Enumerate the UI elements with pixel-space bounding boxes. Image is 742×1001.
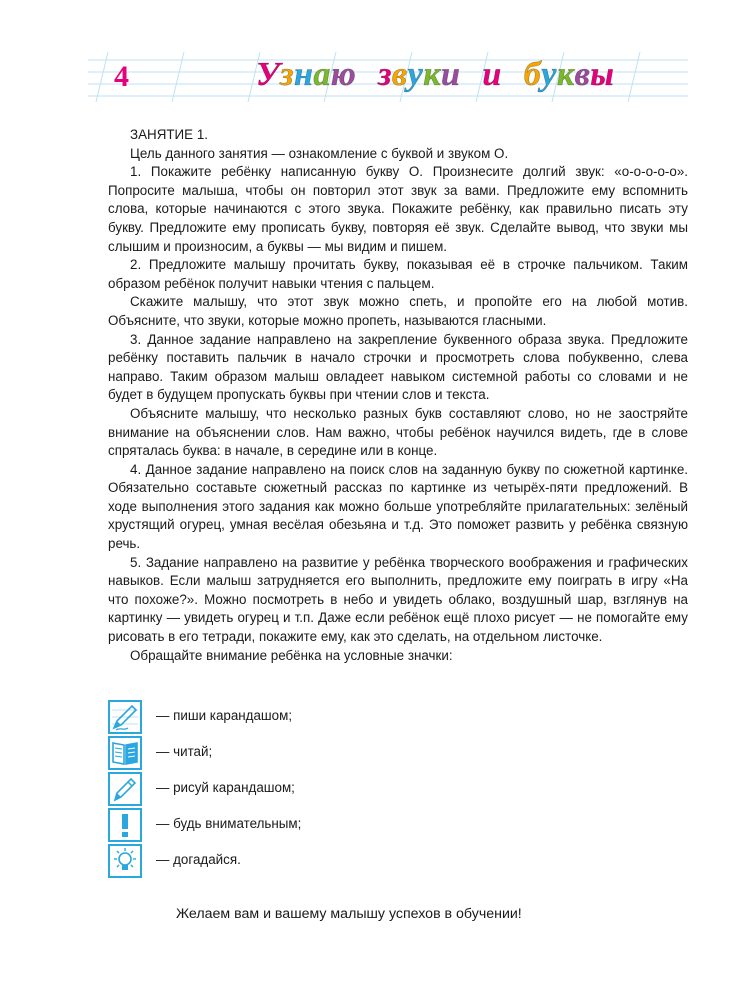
page-number: 4 bbox=[114, 60, 129, 93]
legend-label: — читай; bbox=[156, 744, 213, 759]
lesson-heading: ЗАНЯТИЕ 1. bbox=[130, 127, 208, 142]
page-title bbox=[256, 58, 614, 92]
light-bulb-icon bbox=[108, 844, 142, 878]
legend-item bbox=[108, 808, 508, 842]
title-word: буквы bbox=[523, 56, 615, 93]
paragraph: 1. Покажите ребёнку написанную букву О. Произнесите долгий звук: «о-о-о-о-о». Попросите малыша, чтобы он повторил этот звук за вами. Предложите ему вспомнить слова, которые начинаются с этого звука. Покажите ребёнку, как правильно писать эту букву. Предложите ему прописать букву, повторяя её звук. Сделайте вывод, что звуки мы слышим и произносим, а буквы — мы видим и пишем. bbox=[108, 164, 688, 254]
pencil-writing-icon bbox=[108, 700, 142, 734]
title-word: и bbox=[482, 56, 502, 93]
paragraph: Объясните малышу, что несколько разных букв составляют слово, но не заостряйте внимание на объяснении слов. Нам важно, чтобы ребёнок научился видеть, где в слове спряталась буква: в начале, в середине или в конце. bbox=[108, 405, 688, 459]
legend-item bbox=[108, 772, 508, 806]
legend-label: — будь внимательным; bbox=[156, 816, 302, 831]
legend-item bbox=[108, 700, 508, 734]
paragraph: Цель данного занятия — ознакомление с буквой и звуком О. bbox=[130, 145, 509, 161]
paragraph: 4. Данное задание направлено на поиск слов на заданную букву по сюжетной картинке. Обязательно составьте сюжетный рассказ по картинке из четырёх-пяти предложений. В ходе выполнения этого задания как можно больше употребляйте прилагательных: зелёный хрустящий огурец, умная весёлая обезьяна и т.д. Это поможет развить у ребёнка связную речь. bbox=[108, 461, 688, 552]
lesson-text bbox=[108, 126, 688, 665]
title-word: звуки bbox=[378, 56, 461, 93]
legend-item bbox=[108, 844, 508, 878]
page-header bbox=[88, 52, 688, 102]
paragraph: 2. Предложите малышу прочитать букву, показывая её в строчке пальчиком. Таким образом ребёнок получит навыки чтения с пальцем. bbox=[108, 257, 688, 291]
paragraph: Скажите малышу, что этот звук можно спеть, и пропойте его на любой мотив. Объясните, что звуки, которые можно пропеть, называются гласными. bbox=[108, 294, 688, 328]
paragraph: 3. Данное задание направлено на закрепление буквенного образа звука. Предложите ребёнку поставить пальчик в начало строчки и просмотреть слова побуквенно, слева направо. Таким образом малыш овладеет навыком системной работы со словами и не будет в будущем пропускать буквы при чтении слов и текста. bbox=[108, 331, 688, 403]
paragraph: 5. Задание направлено на развитие у ребёнка творческого воображения и графических навыков. Если малыш затрудняется его выполнить, предложите ему поиграть в игру «На что похоже?». Можно посмотреть в небо и увидеть облако, воздушный шар, взглянув на картинку — увидеть огурец и т.п. Даже если ребёнок ещё плохо рисует — не помогайте ему рисовать в его тетради, покажите ему, как это сделать, на отдельном листочке. bbox=[108, 554, 688, 645]
legend-item bbox=[108, 736, 508, 770]
pencil-drawing-icon bbox=[108, 772, 142, 806]
legend-label: — догадайся. bbox=[156, 852, 241, 867]
exclamation-icon bbox=[108, 808, 142, 842]
legend-label: — пиши карандашом; bbox=[156, 708, 293, 723]
paragraph: Обращайте внимание ребёнка на условные значки: bbox=[130, 647, 453, 663]
closing-wish: Желаем вам и вашему малышу успехов в обучении! bbox=[176, 906, 522, 922]
legend-label: — рисуй карандашом; bbox=[156, 780, 295, 795]
open-book-icon bbox=[108, 736, 142, 770]
title-word: Узнаю bbox=[256, 56, 357, 93]
